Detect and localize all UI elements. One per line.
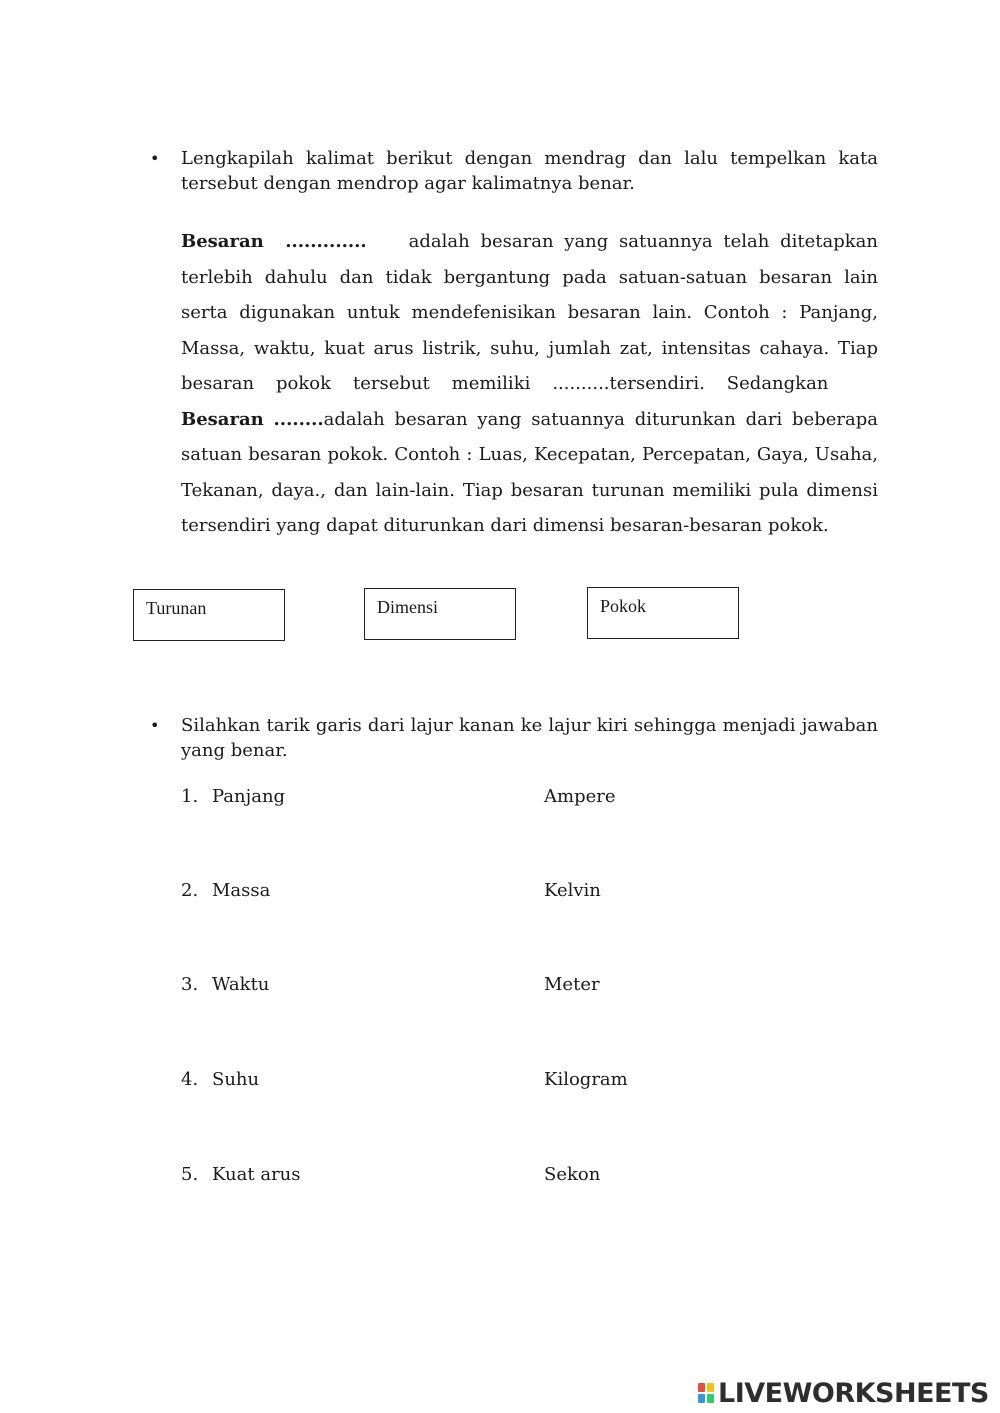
match-right-item-4[interactable]: Kilogram bbox=[544, 1069, 628, 1090]
drag-word-turunan[interactable]: Turunan bbox=[133, 589, 285, 641]
match-left-item-4[interactable] bbox=[181, 1069, 259, 1091]
match-left-item-3[interactable] bbox=[181, 974, 269, 996]
match-right-item-5[interactable]: Sekon bbox=[544, 1164, 601, 1185]
drop-blank-1[interactable]: ............. bbox=[285, 231, 367, 252]
logo-square bbox=[707, 1383, 714, 1392]
liveworksheets-brand bbox=[698, 1378, 989, 1408]
fill-in-paragraph bbox=[181, 224, 878, 544]
liveworksheets-logo-icon bbox=[698, 1383, 714, 1403]
match-left-item-5[interactable] bbox=[181, 1164, 301, 1186]
match-left-item-1[interactable] bbox=[181, 786, 285, 808]
match-right-item-3[interactable]: Meter bbox=[544, 974, 600, 995]
instruction-text: Silahkan tarik garis dari lajur kanan ke lajur kiri sehingga menjadi jawaban yang benar. bbox=[181, 715, 878, 761]
drag-word-dimensi[interactable]: Dimensi bbox=[364, 588, 516, 640]
term-label: Besaran bbox=[181, 231, 264, 252]
item-number: 3. bbox=[181, 974, 199, 995]
question-2-instruction bbox=[150, 713, 878, 765]
term-label: Besaran bbox=[181, 408, 264, 430]
drop-blank-2[interactable]: .......... bbox=[552, 373, 610, 394]
logo-square bbox=[707, 1394, 714, 1403]
item-number: 5. bbox=[181, 1164, 199, 1185]
logo-square bbox=[698, 1394, 705, 1403]
drop-blank-3[interactable]: ........ bbox=[273, 408, 324, 430]
brand-name: LIVEWORKSHEETS bbox=[718, 1377, 989, 1409]
instruction-text: Lengkapilah kalimat berikut dengan mendrag dan lalu tempelkan kata tersebut dengan mendrop agar kalimatnya benar. bbox=[181, 148, 878, 194]
item-label: Waktu bbox=[212, 974, 270, 995]
item-number: 2. bbox=[181, 880, 199, 901]
match-right-item-1[interactable]: Ampere bbox=[544, 786, 616, 807]
item-number: 1. bbox=[181, 786, 199, 807]
item-label: Suhu bbox=[212, 1069, 260, 1090]
bullet: • bbox=[150, 716, 160, 735]
paragraph-text-3: adalah besaran yang satuannya diturunkan dari beberapa satuan besaran pokok. Contoh : Luas, Kecepatan, Percepatan, Gaya, Usaha, Tekanan, daya., dan lain-lain. Tiap besaran turunan memiliki pula dimensi tersendiri yang dapat diturunkan dari dimensi besaran-besaran pokok. bbox=[181, 408, 878, 536]
item-label: Panjang bbox=[212, 786, 286, 807]
item-number: 4. bbox=[181, 1069, 199, 1090]
match-left-item-2[interactable] bbox=[181, 880, 270, 902]
drag-word-pokok[interactable]: Pokok bbox=[587, 587, 739, 639]
bullet: • bbox=[150, 149, 160, 168]
match-right-item-2[interactable]: Kelvin bbox=[544, 880, 601, 901]
item-label: Kuat arus bbox=[212, 1164, 301, 1185]
question-1-instruction bbox=[150, 146, 878, 198]
item-label: Massa bbox=[212, 880, 271, 901]
paragraph-text-2: tersendiri. Sedangkan bbox=[609, 373, 829, 394]
logo-square bbox=[698, 1383, 705, 1392]
paragraph-text-1: adalah besaran yang satuannya telah ditetapkan terlebih dahulu dan tidak bergantung pada satuan-satuan besaran lain serta digunakan untuk mendefenisikan besaran lain. Contoh : Panjang, Massa, waktu, kuat arus listrik, suhu, jumlah zat, intensitas cahaya. Tiap besaran pokok tersebut memiliki bbox=[181, 231, 878, 394]
